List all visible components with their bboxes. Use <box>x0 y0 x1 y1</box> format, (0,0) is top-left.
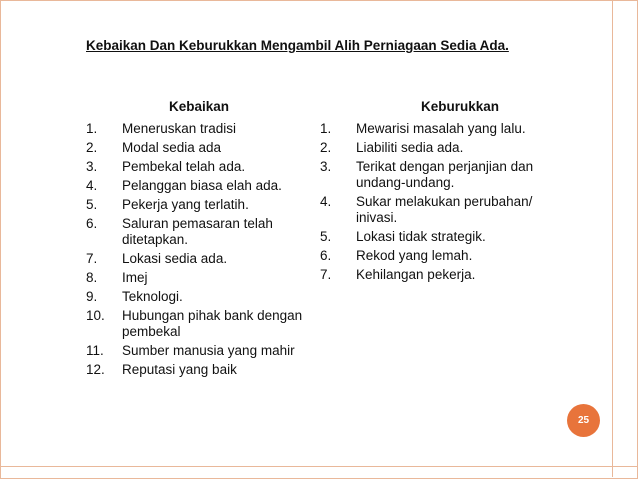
item-text: Lokasi tidak strategik. <box>356 229 486 244</box>
list-item <box>86 289 312 305</box>
item-text: Liabiliti sedia ada. <box>356 140 464 155</box>
list-item <box>86 159 312 175</box>
page-number-badge: 25 <box>567 404 600 437</box>
item-text: Lokasi sedia ada. <box>122 251 228 266</box>
list-item <box>86 178 312 194</box>
item-number: 7. <box>86 251 98 266</box>
item-number: 4. <box>86 178 98 193</box>
item-number: 8. <box>86 270 98 285</box>
item-number: 11. <box>86 343 104 358</box>
list-item <box>320 229 560 245</box>
list-item <box>86 251 312 267</box>
item-number: 6. <box>86 216 98 231</box>
item-text: Rekod yang lemah. <box>356 248 473 263</box>
item-text: Pelanggan biasa elah ada. <box>122 178 282 193</box>
list-item <box>86 140 312 156</box>
kebaikan-list <box>86 121 312 381</box>
item-text: Meneruskan tradisi <box>122 121 237 136</box>
right-divider-line <box>612 0 613 477</box>
keburukkan-heading: Keburukkan <box>420 99 500 114</box>
item-number: 7. <box>320 267 332 282</box>
list-item <box>320 194 560 226</box>
kebaikan-heading: Kebaikan <box>168 99 230 114</box>
list-item <box>320 159 560 191</box>
item-number: 12. <box>86 362 105 377</box>
list-item <box>86 197 312 213</box>
item-text: Imej <box>122 270 148 285</box>
list-item <box>86 362 312 378</box>
item-number: 5. <box>86 197 98 212</box>
item-text: Terikat dengan perjanjian dan undang-undang. <box>356 159 534 190</box>
item-text: Modal sedia ada <box>122 140 222 155</box>
item-text: Teknologi. <box>122 289 183 304</box>
list-item <box>86 343 312 359</box>
bottom-divider-line <box>0 466 638 467</box>
item-text: Reputasi yang baik <box>122 362 237 377</box>
item-number: 1. <box>320 121 332 136</box>
list-item <box>86 308 312 340</box>
list-item <box>320 267 560 283</box>
item-number: 1. <box>86 121 98 136</box>
item-number: 6. <box>320 248 332 263</box>
item-text: Kehilangan pekerja. <box>356 267 476 282</box>
item-text: Pekerja yang terlatih. <box>122 197 249 212</box>
list-item <box>320 248 560 264</box>
item-number: 2. <box>86 140 98 155</box>
item-text: Sukar melakukan perubahan/ inivasi. <box>356 194 533 225</box>
item-text: Hubungan pihak bank dengan pembekal <box>122 308 303 339</box>
item-number: 5. <box>320 229 332 244</box>
list-item <box>320 121 560 137</box>
item-text: Mewarisi masalah yang lalu. <box>356 121 526 136</box>
item-number: 4. <box>320 194 332 209</box>
item-text: Sumber manusia yang mahir <box>122 343 295 358</box>
item-text: Pembekal telah ada. <box>122 159 246 174</box>
list-item <box>86 216 312 248</box>
list-item <box>86 270 312 286</box>
list-item <box>86 121 312 137</box>
item-number: 9. <box>86 289 98 304</box>
item-number: 10. <box>86 308 105 323</box>
item-number: 3. <box>320 159 332 174</box>
list-item <box>320 140 560 156</box>
item-number: 2. <box>320 140 332 155</box>
item-number: 3. <box>86 159 98 174</box>
item-text: Saluran pemasaran telah ditetapkan. <box>122 216 273 247</box>
slide-title: Kebaikan Dan Keburukkan Mengambil Alih Perniagaan Sedia Ada. <box>86 38 509 53</box>
keburukkan-list <box>320 121 560 286</box>
